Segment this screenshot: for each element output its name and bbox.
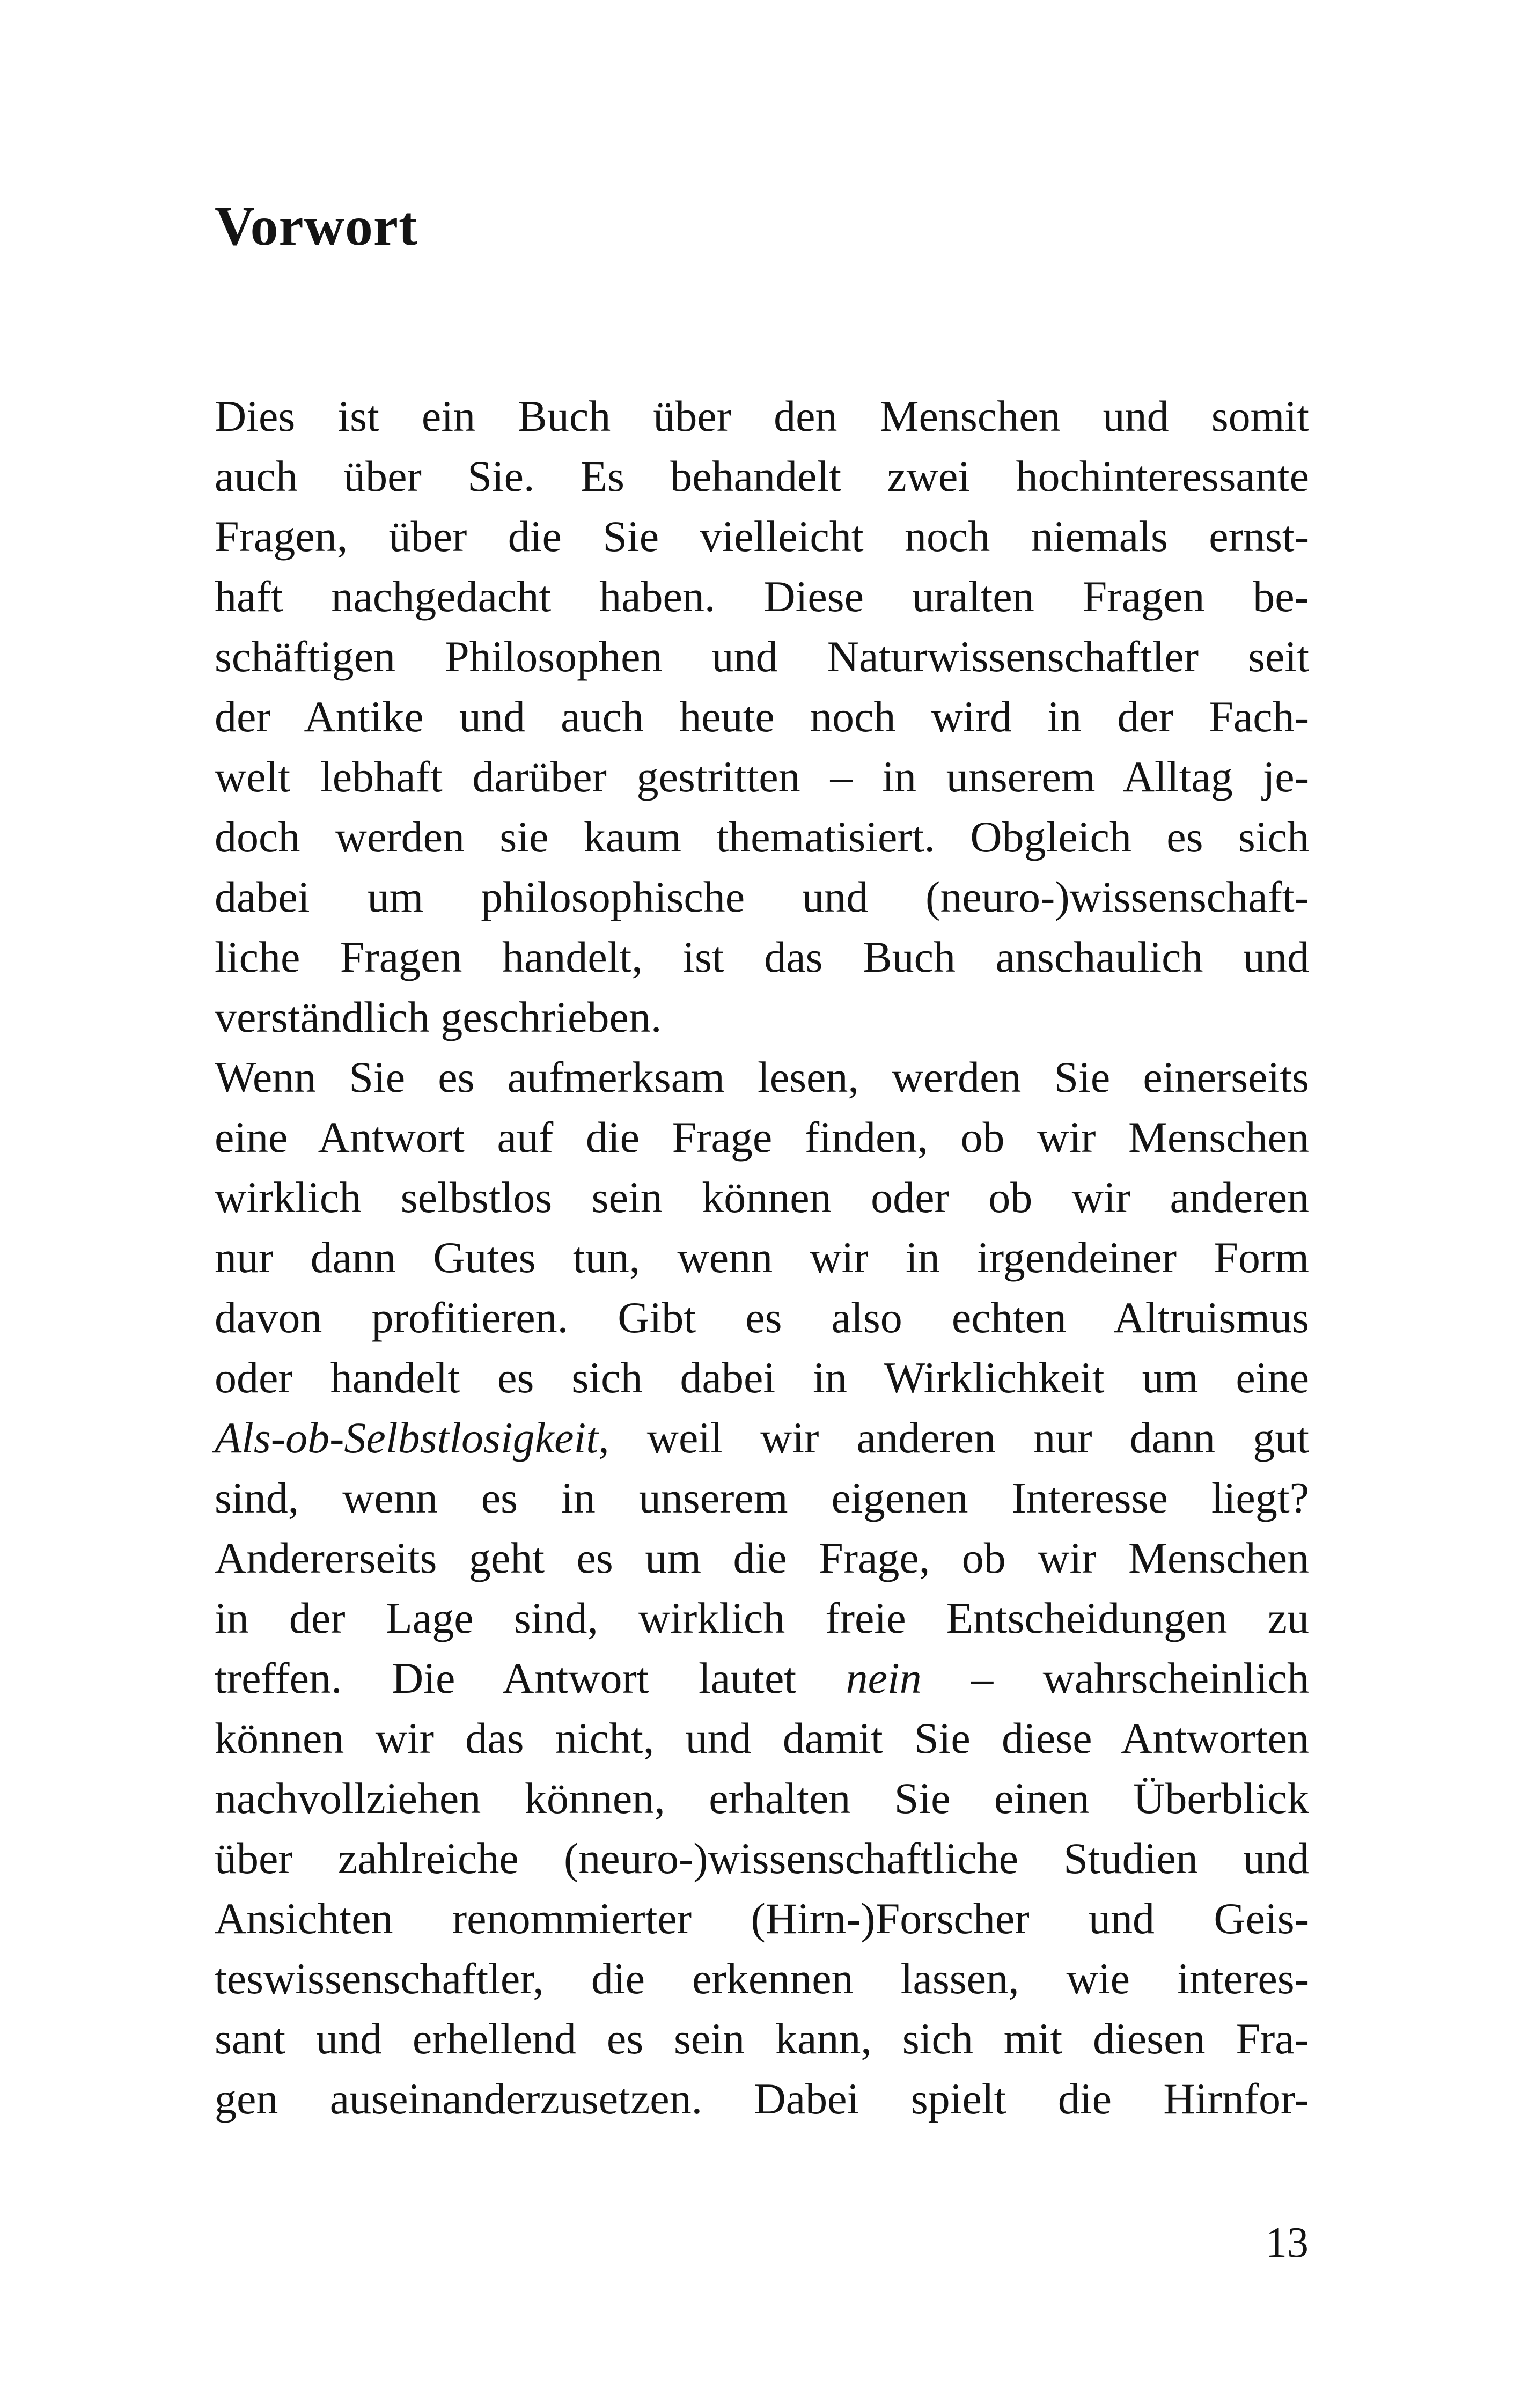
text-line <box>215 927 1309 987</box>
text-span: Andererseits geht es um die Frage, ob wir Menschen <box>215 1533 1309 1582</box>
text-line <box>215 867 1309 927</box>
text-line <box>215 627 1309 687</box>
text-line <box>215 687 1309 747</box>
text-span: schäftigen Philosophen und Naturwissenschaftler seit <box>215 632 1309 681</box>
text-line <box>215 747 1309 807</box>
text-span: haft nachgedacht haben. Diese uralten Fragen be- <box>215 572 1309 621</box>
text-line <box>215 807 1309 867</box>
text-line <box>215 1348 1309 1408</box>
text-line <box>215 1708 1309 1768</box>
text-line <box>215 386 1309 446</box>
text-span: auch über Sie. Es behandelt zwei hochinteressante <box>215 452 1309 501</box>
text-span: verständlich geschrieben. <box>215 993 662 1041</box>
text-span: treffen. Die Antwort lautet <box>215 1654 846 1702</box>
text-line <box>215 1648 1309 1708</box>
body-text <box>215 386 1309 2129</box>
text-span: Ansichten renommierter (Hirn-)Forscher und Geis- <box>215 1894 1309 1943</box>
text-line <box>215 446 1309 506</box>
text-line <box>215 1408 1309 1468</box>
text-span: , weil wir anderen nur dann gut <box>598 1413 1309 1462</box>
text-span: eine Antwort auf die Frage finden, ob wir Menschen <box>215 1113 1309 1162</box>
text-line <box>215 1468 1309 1528</box>
text-span: doch werden sie kaum thematisiert. Obgleich es sich <box>215 812 1309 861</box>
text-span: davon profitieren. Gibt es also echten Altruismus <box>215 1293 1309 1342</box>
text-line <box>215 2069 1309 2129</box>
text-span: welt lebhaft darüber gestritten – in unserem Alltag je- <box>215 752 1309 801</box>
text-span: sind, wenn es in unserem eigenen Interesse liegt? <box>215 1473 1309 1522</box>
chapter-heading: Vorwort <box>215 195 418 257</box>
text-line <box>215 1949 1309 2009</box>
text-line <box>215 1047 1309 1107</box>
text-span: können wir das nicht, und damit Sie diese Antworten <box>215 1714 1309 1763</box>
text-line <box>215 1889 1309 1949</box>
text-line <box>215 1829 1309 1889</box>
italic-text: Als-ob-Selbstlosigkeit <box>215 1413 599 1462</box>
text-span: – wahrscheinlich <box>921 1654 1309 1702</box>
text-span: gen auseinanderzusetzen. Dabei spielt die Hirnfor- <box>215 2074 1309 2123</box>
text-line <box>215 1588 1309 1648</box>
text-line <box>215 1107 1309 1168</box>
text-span: dabei um philosophische und (neuro-)wissenschaft- <box>215 872 1309 921</box>
text-line <box>215 1288 1309 1348</box>
text-line <box>215 1228 1309 1288</box>
text-span: oder handelt es sich dabei in Wirklichkeit um eine <box>215 1353 1309 1402</box>
text-span: der Antike und auch heute noch wird in der Fach- <box>215 692 1309 741</box>
page-number: 13 <box>1266 2219 1309 2266</box>
text-span: sant und erhellend es sein kann, sich mit diesen Fra- <box>215 2014 1309 2063</box>
text-span: liche Fragen handelt, ist das Buch anschaulich und <box>215 933 1309 981</box>
text-span: Fragen, über die Sie vielleicht noch niemals ernst- <box>215 512 1309 561</box>
text-span: Wenn Sie es aufmerksam lesen, werden Sie einerseits <box>215 1053 1309 1102</box>
text-span: teswissenschaftler, die erkennen lassen, wie interes- <box>215 1954 1309 2003</box>
text-line <box>215 1528 1309 1588</box>
text-span: nachvollziehen können, erhalten Sie einen Überblick <box>215 1774 1309 1823</box>
text-line <box>215 987 1309 1047</box>
text-span: in der Lage sind, wirklich freie Entscheidungen zu <box>215 1594 1309 1642</box>
text-line <box>215 2009 1309 2069</box>
text-line <box>215 1168 1309 1228</box>
text-span: Dies ist ein Buch über den Menschen und somit <box>215 392 1309 441</box>
text-span: wirklich selbstlos sein können oder ob wir anderen <box>215 1173 1309 1222</box>
text-line <box>215 506 1309 567</box>
italic-text: nein <box>846 1654 922 1702</box>
text-line <box>215 1768 1309 1829</box>
text-span: über zahlreiche (neuro-)wissenschaftliche Studien und <box>215 1834 1309 1883</box>
text-line <box>215 567 1309 627</box>
text-span: nur dann Gutes tun, wenn wir in irgendeiner Form <box>215 1233 1309 1282</box>
